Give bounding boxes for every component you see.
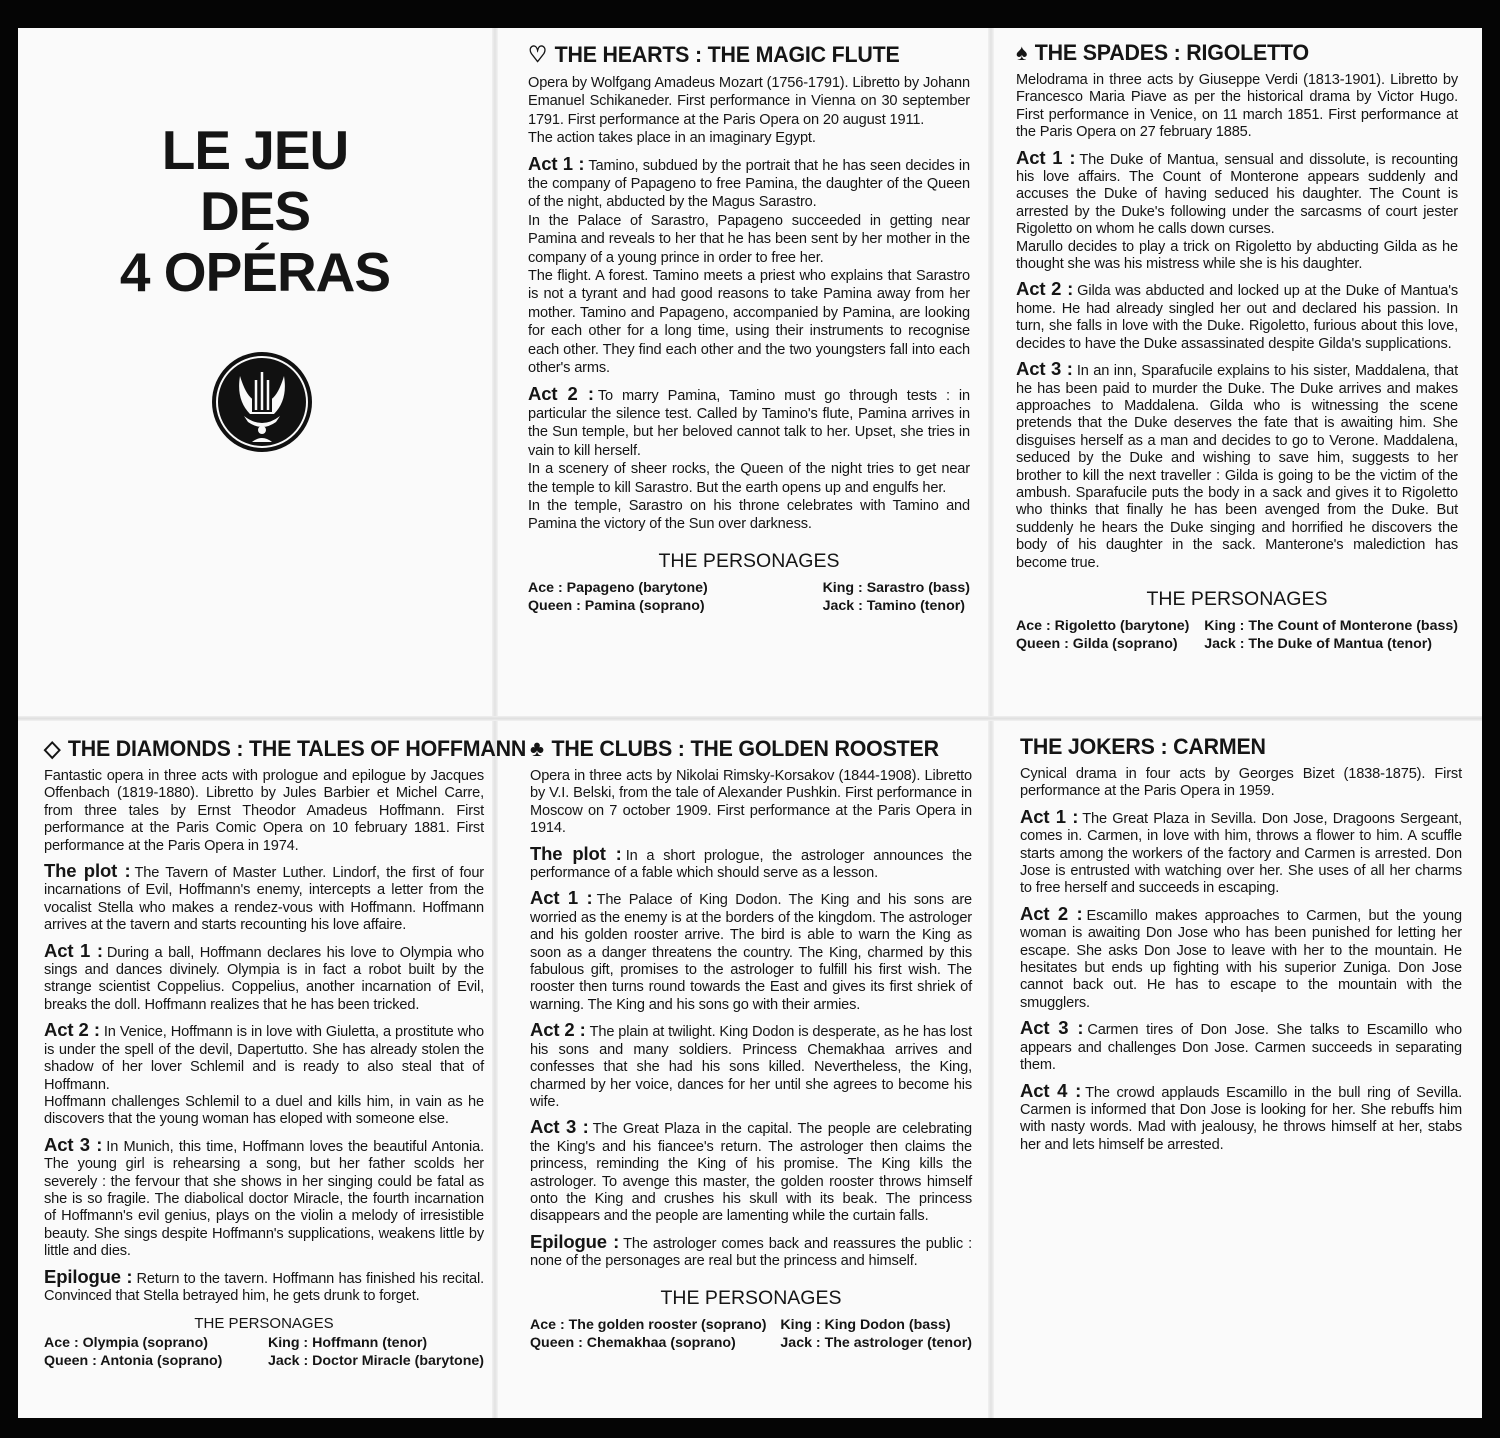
paragraph xyxy=(530,1021,972,1111)
panel-title xyxy=(528,42,948,68)
hearts-suit-icon: ♡ xyxy=(528,42,547,67)
personages-list xyxy=(530,1316,972,1352)
paragraph xyxy=(44,768,484,855)
act-section xyxy=(1020,902,1462,1012)
personage: Queen : Pamina (soprano) xyxy=(528,597,705,614)
paragraph xyxy=(1020,766,1462,801)
title-text: THE SPADES : RIGOLETTO xyxy=(1034,40,1309,65)
personage: Queen : Gilda (soprano) xyxy=(1016,635,1178,652)
personage: King : The Count of Monterone (bass) xyxy=(1204,617,1458,634)
section-lead: Act 3 : xyxy=(1016,358,1073,380)
personage: King : King Dodon (bass) xyxy=(780,1316,951,1333)
paragraph-text: In the Palace of Sarastro, Papageno succeeded in getting near Pamina and reveals to her that he has been sent by her mother in the company of a young prince in order to free her. xyxy=(528,212,970,266)
paragraph xyxy=(530,1230,972,1271)
paragraph-text: In Venice, Hoffmann is in love with Giuletta, a prostitute who is under the spell of the devil, Dapertutto. She has already stolen the shadow of her lover Schlemil and is ready to also steal that of Hoffmann. xyxy=(44,1024,484,1093)
act-section xyxy=(1020,1019,1462,1074)
section-lead: Act 1 : xyxy=(1020,805,1079,827)
title-text: THE HEARTS : THE MAGIC FLUTE xyxy=(554,42,900,67)
paragraph xyxy=(528,497,970,534)
paragraph xyxy=(44,862,484,935)
section-lead: The plot : xyxy=(530,842,622,864)
section-lead: Act 2 : xyxy=(1020,902,1083,924)
paragraph xyxy=(528,382,970,461)
section-lead: Act 2 : xyxy=(1016,278,1074,300)
paragraph-text: Hoffmann challenges Schlemil to a duel and kills him, in vain as he discovers that the young woman has eloped with someone else. xyxy=(44,1093,484,1128)
paragraph xyxy=(528,460,970,497)
personage: King : Hoffmann (tenor) xyxy=(267,1335,428,1352)
fold-line xyxy=(988,28,994,1418)
act-section xyxy=(528,152,970,378)
act-section xyxy=(530,1021,972,1111)
personage: Ace : The golden rooster (soprano) xyxy=(530,1316,767,1333)
panel-title xyxy=(1020,734,1440,760)
title-text: THE DIAMONDS : THE TALES OF HOFFMANN xyxy=(67,736,527,761)
paragraph xyxy=(1020,805,1462,898)
panel-title xyxy=(530,736,950,762)
section-lead: Act 1 : xyxy=(528,152,585,174)
paragraph xyxy=(1016,72,1458,142)
act-section xyxy=(1016,360,1458,572)
personage: Queen : Chemakhaa (soprano) xyxy=(530,1334,736,1351)
personage: Ace : Olympia (soprano) xyxy=(44,1335,208,1352)
intro-section xyxy=(530,768,972,838)
personage: Jack : Tamino (tenor) xyxy=(822,597,965,614)
paragraph xyxy=(528,267,970,377)
act-section xyxy=(44,1021,484,1128)
clubs-panel xyxy=(530,736,972,1352)
paragraph-text: Cynical drama in four acts by Georges Bizet (1838-1875). First performance at the Paris Opera in 1959. xyxy=(1020,766,1462,800)
paragraph-text: Tamino, subdued by the portrait that he has seen decides in the company of Papageno to free Pamina, the daughter of the Queen of the night, abducted by the Magus Sarastro. xyxy=(528,157,970,211)
act-section xyxy=(530,1118,972,1225)
paragraph-text: In the temple, Sarastro on his throne celebrates with Tamino and Pamina the victory of the Sun over darkness. xyxy=(528,497,970,533)
personage: Jack : The astrologer (tenor) xyxy=(780,1334,972,1351)
section-lead: Act 2 : xyxy=(528,382,594,404)
paragraph-text: To marry Pamina, Tamino must go through tests : in particular the silence test. Called by Tamino's flute, Pamina arrives in the Sun temple, but her beloved cannot talk to her. Upset, she tries in vain to kill herself. xyxy=(528,387,970,459)
section-lead: Act 2 : xyxy=(44,1019,100,1041)
paragraph xyxy=(1016,360,1458,572)
opera-leaflet xyxy=(18,28,1482,1418)
paragraph-text: The action takes place in an imaginary Egypt. xyxy=(528,130,816,147)
personages-title: THE PERSONAGES xyxy=(658,549,840,572)
section-lead: Act 1 : xyxy=(530,887,593,909)
act-section xyxy=(530,842,973,883)
paragraph xyxy=(44,939,485,1015)
personage: Jack : The Duke of Mantua (tenor) xyxy=(1204,635,1433,652)
paragraph-text: In Munich, this time, Hoffmann loves the beautiful Antonia. The young girl is rehearsing a song, but her father scolds her severely : the fervour that she shows in her singing could be fatal as she is so fragile. The diabolical doctor Miracle, the fourth incarnation of Hoffmann's evil genius, plays on the violin a melody of irresistible beauty. She sings despite Hoffmann's supplications, weakens little by little and dies. xyxy=(44,1138,484,1260)
paragraph-text: The Great Plaza in Sevilla. Don Jose, Dragoons Sergeant, comes in. Carmen, in love with him, throws a flower to him. A scuffle starts among the workers of the factory and Carmen is arrested. Don Jose is entrusted with watching over her. She uses of all her charms to free herself and succeeds in escaping. xyxy=(1020,810,1462,897)
paragraph-text: In an inn, Sparafucile explains to his sister, Maddalena, that he has been paid to murder the Duke. The Duke arrives and makes approaches to Maddalena. Gilda who is witnessing the scene pretends that the Duke deserves the fate that is awaiting him. She disguises herself as a man and decides to go to Verone. Maddalena, seduced by the Duke and wishing to save him, suggests to her brother to kill the next traveller : Gilda is going to be the victim of the ambush. Sparafucile puts the body in a sack and gives it to Rigoletto who thinks that finally he has been avenged from the Duke. But suddenly he hears the Duke singing and horrified he discovers the body of his daughter in the sack. Manterone's malediction has become true. xyxy=(1016,363,1458,571)
act-section xyxy=(1016,146,1458,274)
act-section xyxy=(1020,805,1462,898)
section-lead: Act 2 : xyxy=(530,1019,586,1041)
section-lead: Epilogue : xyxy=(530,1230,620,1252)
personages-list xyxy=(44,1334,484,1370)
panel-title xyxy=(1016,40,1436,66)
personage: King : Sarastro (bass) xyxy=(822,579,970,596)
section-lead: Act 3 : xyxy=(44,1133,103,1155)
section-lead: Act 4 : xyxy=(1020,1079,1082,1101)
paragraph-text: Fantastic opera in three acts with prologue and epilogue by Jacques Offenbach (1819-1880). Libretto by Jules Barbier et Michel Carre, from three tales by Ernst Theodor Amadeus Hoffmann. First performance at the Paris Comic Opera on 10 february 1881. First performance at the Paris Opera in 1974. xyxy=(44,768,484,854)
diamonds-panel xyxy=(44,736,527,1370)
paragraph-text: The Duke of Mantua, sensual and dissolute, is recounting his love affairs. The Count of Monterone appears suddenly and accuses the Duke of having seduced his daughter. The Count is arrested by the Duke's following under the sarcasms of court jester Rigoletto on whom he calls down curses. xyxy=(1016,151,1458,238)
paragraph-text: Opera by Wolfgang Amadeus Mozart (1756-1791). Libretto by Johann Emanuel Schikaneder. First performance in Vienna on 30 september 1791. First performance at the Paris Opera on 20 august 1911. xyxy=(528,75,970,128)
fold-line xyxy=(18,716,1482,721)
personage: Ace : Papageno (barytone) xyxy=(528,579,708,596)
section-lead: Act 3 : xyxy=(530,1116,589,1138)
act-section xyxy=(44,1133,484,1261)
paragraph xyxy=(1020,902,1462,1012)
paragraph-text: The astrologer comes back and reassures the public : none of the personages are real but the princess and himself. xyxy=(530,1235,972,1270)
lyre-emblem-icon xyxy=(210,350,314,454)
paragraph-text: The plain at twilight. King Dodon is desperate, as he has lost his sons and many soldiers. Princess Chemakhaa arrives and confesses that she had his sons killed. Nevertheless, the King, charmed by her voice, dances for her until she agrees to become his wife. xyxy=(530,1024,972,1110)
title-text: THE CLUBS : THE GOLDEN ROOSTER xyxy=(551,736,939,761)
paragraph-text: Escamillo makes approaches to Carmen, but the young woman is awaiting Don Jose who has been punished for letting her escape. She asks Don Jose to leave with her to the mountain. He hesitates but ends up fighting with his superior Zuniga. Don Jose cannot back out. He has to escape to the mountain with the smugglers. xyxy=(1020,907,1462,1011)
intro-section xyxy=(528,74,970,148)
spades-suit-icon: ♠ xyxy=(1016,40,1028,65)
paragraph xyxy=(528,212,970,267)
cover-title xyxy=(18,120,492,303)
section-lead: Act 1 : xyxy=(44,939,103,961)
title-line: DES xyxy=(199,180,311,242)
act-section xyxy=(44,939,485,1015)
paragraph xyxy=(44,1021,484,1094)
paragraph-text: The Palace of King Dodon. The King and his sons are worried as the enemy is at the borders of the kingdom. The astrologer and his golden rooster arrive. The bird is able to warn the King as soon as a danger threatens the country. The King, charmed by this fabulous gift, promises to the astrologer to fulfill his first wish. The rooster then turns round towards the East and gives its first shriek of warning. The King and his sons go with their armies. xyxy=(530,892,972,1013)
jokers-panel xyxy=(1020,734,1462,1154)
section-lead: Act 3 : xyxy=(1020,1017,1084,1039)
intro-section xyxy=(1020,766,1462,801)
paragraph-text: Opera in three acts by Nikolai Rimsky-Korsakov (1844-1908). Libretto by V.I. Belski, from the tale of Alexander Pushkin. First performance in Moscow on 7 october 1909. First performance at the Paris Opera in 1914. xyxy=(530,768,972,837)
paragraph-text: Melodrama in three acts by Giuseppe Verdi (1813-1901). Libretto by Francesco Maria Piave as per the historical drama by Victor Hugo. First performance in Venice, on 11 march 1851. First performance at the Paris Opera on 27 february 1885. xyxy=(1016,72,1458,141)
personages-title: THE PERSONAGES xyxy=(194,1315,334,1333)
paragraph-text: Gilda was abducted and locked up at the Duke of Mantua's home. He had already singled her out and declared his passion. In turn, she falls in love with the Duke. Rigoletto, furious about this love, decides to have the Duke assassinated despite Gilda's supplications. xyxy=(1016,283,1458,352)
paragraph-text: The Great Plaza in the capital. The people are celebrating the King's and his fiancee's return. The astrologer then claims the princess, reminding the King of his promise. The King kills the astrologer. To avenge this master, the golden rooster throws himself onto the King and crushes his skull with its beak. The princess disappears and the people are lamenting while the curtain falls. xyxy=(530,1121,972,1225)
act-section xyxy=(528,382,970,534)
paragraph xyxy=(44,1133,484,1261)
title-line: LE JEU xyxy=(161,119,349,181)
paragraph xyxy=(528,129,970,147)
cover-panel xyxy=(18,28,492,716)
paragraph xyxy=(44,1265,484,1306)
act-section xyxy=(1016,280,1458,353)
section-lead: The plot : xyxy=(44,860,131,882)
paragraph xyxy=(530,1118,972,1225)
hearts-panel xyxy=(528,42,970,615)
paragraph xyxy=(1016,146,1458,239)
paragraph xyxy=(530,842,973,883)
title-text: THE JOKERS : CARMEN xyxy=(1020,734,1266,759)
section-lead: Epilogue : xyxy=(44,1265,133,1287)
personages-list xyxy=(1016,617,1458,653)
spades-panel xyxy=(1016,40,1458,653)
intro-section xyxy=(1016,72,1458,142)
paragraph xyxy=(44,1094,484,1129)
clubs-suit-icon: ♣ xyxy=(530,736,544,761)
paragraph-text: The Tavern of Master Luther. Lindorf, the first of four incarnations of Evil, Hoffmann's enemy, intercepts a letter from the vocalist Stella who makes a rendez-vous with Hoffmann. Hoffmann arrives at the tavern and starts recounting his love affaire. xyxy=(44,865,485,934)
diamonds-suit-icon: ◇ xyxy=(44,736,61,761)
paragraph-text: Carmen tires of Don Jose. She talks to Escamillo who appears and challenges Don Jose. Carmen succeeds in separating them. xyxy=(1020,1022,1462,1074)
personage: Jack : Doctor Miracle (barytone) xyxy=(267,1353,484,1370)
personages-title: THE PERSONAGES xyxy=(1146,587,1328,610)
personage: Queen : Antonia (soprano) xyxy=(44,1353,223,1370)
act-section xyxy=(530,1230,972,1271)
paragraph-text: In a short prologue, the astrologer announces the performance of a fable which should serve as a lesson. xyxy=(530,847,973,882)
intro-section xyxy=(44,768,484,855)
act-section xyxy=(44,862,484,935)
personages-title: THE PERSONAGES xyxy=(660,1286,842,1309)
paragraph xyxy=(1016,239,1458,274)
paragraph-text: In a scenery of sheer rocks, the Queen of the night tries to get near the temple to kill Sarastro. But the earth opens up and engulfs her. xyxy=(528,461,970,496)
paragraph-text: The flight. A forest. Tamino meets a priest who explains that Sarastro is not a tyrant and had good reasons to take Pamina away from her mother. Tamino and Papageno, accompanied by Pamina, are looking for each other for a long time, using their instruments to recognise each other. They find each other and the two youngsters fall into each other's arms. xyxy=(528,268,970,377)
paragraph-text: Marullo decides to play a trick on Rigoletto by abducting Gilda as he thought she was his mistress while she is his daughter. xyxy=(1016,238,1458,273)
section-lead: Act 1 : xyxy=(1016,146,1076,168)
panel-title xyxy=(44,736,527,762)
paragraph-text: During a ball, Hoffmann declares his love to Olympia who sings and dances divinely. Olympia is in fact a robot built by the strange scientist Coppelius. Coppelius, another incarnation of Evil, breaks the doll. Hoffmann realizes that he has been tricked. xyxy=(44,944,485,1013)
paragraph xyxy=(1020,1079,1462,1155)
act-section xyxy=(1020,1079,1462,1155)
personage: Ace : Rigoletto (barytone) xyxy=(1016,617,1190,634)
paragraph xyxy=(528,152,970,212)
paragraph xyxy=(528,74,970,129)
paragraph xyxy=(1020,1019,1462,1074)
paragraph xyxy=(530,889,972,1014)
paragraph-text: Return to the tavern. Hoffmann has finished his recital. Convinced that Stella betrayed him, he gets drunk to forget. xyxy=(44,1270,484,1304)
paragraph-text: The crowd applauds Escamillo in the bull ring of Sevilla. Carmen is informed that Don Jose is looking for her. She rebuffs him with nasty words. Mad with jealousy, he throws himself at her, stabs her and lets himself be arrested. xyxy=(1020,1084,1462,1153)
act-section xyxy=(44,1265,484,1306)
personages-list xyxy=(528,579,970,615)
fold-line xyxy=(492,28,498,1418)
paragraph xyxy=(530,768,972,838)
paragraph xyxy=(1016,280,1458,353)
act-section xyxy=(530,889,972,1014)
title-line: 4 OPÉRAS xyxy=(119,241,391,303)
